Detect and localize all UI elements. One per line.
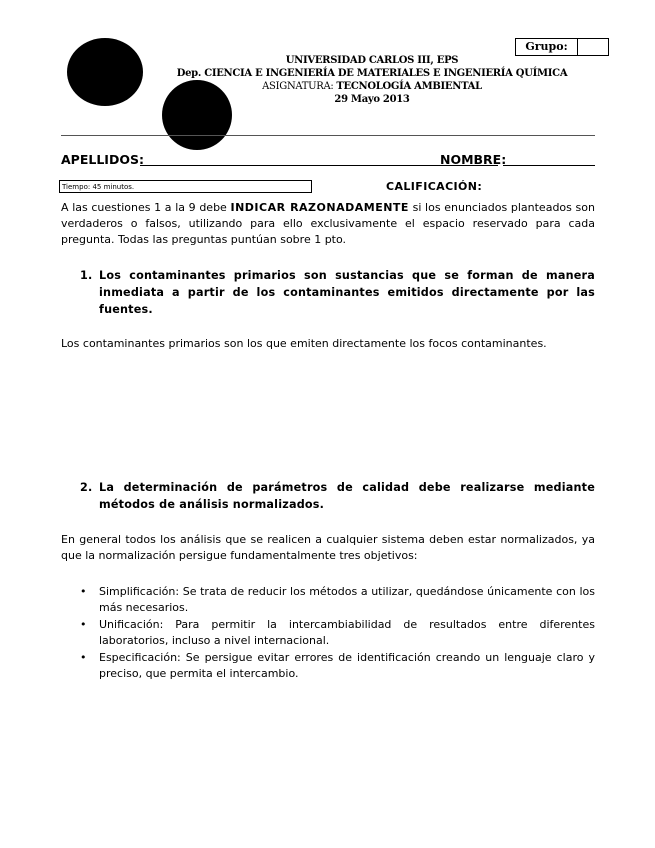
student-name-row — [61, 150, 595, 168]
apellidos-label: APELLIDOS: — [61, 152, 144, 167]
nombre-label: NOMBRE: — [440, 152, 507, 167]
time-box: Tiempo: 45 minutos. — [59, 180, 312, 193]
answer-2: En general todos los análisis que se realicen a cualquier sistema deben estar normalizados, ya que la normalización persigue fundamentalmente tres objetivos: — [61, 533, 595, 562]
list-item — [80, 650, 595, 682]
question-1 — [80, 267, 595, 318]
instructions — [61, 200, 595, 248]
grupo-label: Grupo: — [516, 39, 578, 55]
department-name: Dep. CIENCIA E INGENIERÍA DE MATERIALES E INGENIERÍA QUÍMICA — [176, 68, 568, 79]
question-text: Los contaminantes primarios son sustancias que se forman de manera inmediata a partir de los contaminantes emitidos directamente por las fuentes. — [99, 269, 595, 316]
grade-label: CALIFICACIÓN: — [386, 180, 483, 193]
instructions-text-2: si los enunciados planteados son verdaderos o falsos, utilizando para ello exclusivamente el espacio reservado para cada pregunta. Todas las preguntas puntúan sobre 1 pto. — [61, 201, 595, 246]
header-divider — [61, 135, 595, 136]
subject-line — [160, 80, 584, 93]
list-item-text: Especificación: Se persigue evitar errores de identificación creando un lenguaje claro y preciso, que permita el intercambio. — [99, 651, 595, 680]
question-number: 2. — [80, 481, 93, 494]
question-number: 1. — [80, 269, 93, 282]
document-header — [160, 54, 584, 106]
list-item-text: Simplificación: Se trata de reducir los métodos a utilizar, quedándose únicamente con los más necesarios. — [99, 585, 595, 614]
bullet-icon: • — [80, 585, 87, 598]
exam-date: 29 Mayo 2013 — [334, 94, 410, 105]
subject-prefix: ASIGNATURA: — [262, 81, 337, 92]
grupo-value-field[interactable] — [578, 39, 608, 55]
instructions-text-1: A las cuestiones 1 a la 9 debe — [61, 201, 231, 214]
question-text: La determinación de parámetros de calidad debe realizarse mediante métodos de análisis normalizados. — [99, 481, 595, 511]
answer-1: Los contaminantes primarios son los que emiten directamente los focos contaminantes. — [61, 337, 547, 350]
question-2 — [80, 479, 595, 513]
university-logo — [67, 38, 143, 106]
university-name: UNIVERSIDAD CARLOS III, EPS — [285, 55, 459, 66]
bullet-icon: • — [80, 618, 87, 631]
list-item — [80, 584, 595, 616]
bullet-icon: • — [80, 651, 87, 664]
nombre-field[interactable] — [503, 165, 595, 166]
subject-name: TECNOLOGÍA AMBIENTAL — [336, 81, 482, 92]
instructions-emphasis: INDICAR RAZONADAMENTE — [230, 201, 409, 214]
list-item — [80, 617, 595, 649]
list-item-text: Unificación: Para permitir la intercambiabilidad de resultados entre diferentes laboratorios, incluso a nivel internacional. — [99, 618, 595, 647]
